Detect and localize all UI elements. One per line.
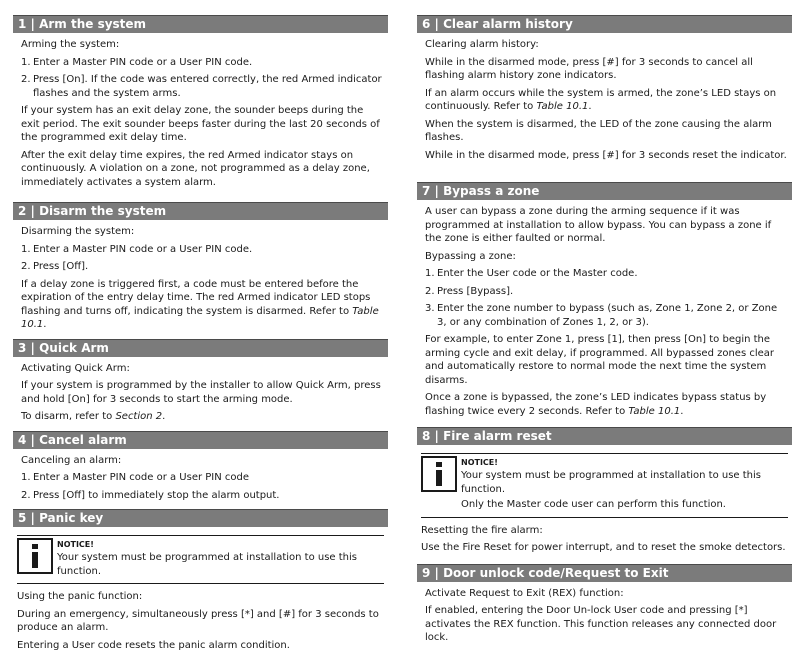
paragraph: While in the disarmed mode, press [#] for 3 seconds to cancel all flashing alarm history zone indicators. (425, 56, 753, 81)
paragraph-text: . (43, 319, 47, 330)
step-text: Enter a Master PIN code or a User PIN code (33, 472, 250, 483)
step-item (425, 285, 788, 299)
paragraph: When the system is disarmed, the LED of the zone causing the alarm flashes. (425, 118, 772, 143)
paragraph (425, 87, 788, 114)
step-number: 1. (21, 243, 31, 255)
step-number: 2. (21, 261, 31, 272)
section-heading: 5 | Panic key (13, 509, 388, 527)
paragraph-text: . (588, 101, 592, 112)
step-text: Press [Off] to immediately stop the alarm output. (33, 489, 280, 501)
step-text: Enter the zone number to bypass (such as, Zone 1, Zone 2, or Zone 3, or any combination of Zones 1, 2, or 3). (437, 303, 778, 328)
notice-title: NOTICE! (57, 540, 94, 549)
step-number: 2. (21, 489, 31, 501)
step-number: 1. (21, 56, 31, 68)
table-reference-link[interactable]: Table 10.1 (536, 101, 589, 112)
step-number: 2. (425, 285, 435, 297)
notice-box (17, 535, 384, 584)
step-text: Press [Bypass]. (437, 285, 514, 297)
paragraph-text: If an alarm occurs while the system is armed, the zone’s LED stays on continuously. Refer to (425, 87, 777, 112)
section-heading: 3 | Quick Arm (13, 339, 388, 357)
right-column (417, 15, 792, 649)
step-item (21, 489, 384, 503)
section-cancel-alarm (13, 431, 388, 503)
paragraph-text: If a delay zone is triggered first, a code must be entered before the expiration of the entry delay time. The red Armed indicator LED stops flashing and turns off, indicating the system is disarmed. Refer to (21, 278, 371, 317)
step-number: 1. (21, 472, 31, 483)
section-reference-link[interactable]: Section 2 (115, 411, 163, 422)
section-arm-system (13, 15, 388, 189)
section-heading: 2 | Disarm the system (13, 202, 388, 220)
step-text: Enter a Master PIN code or a User PIN code. (33, 243, 253, 255)
step-item (425, 267, 788, 281)
section-intro: Clearing alarm history: (425, 39, 539, 50)
step-text: Press [Off]. (33, 261, 89, 272)
section-disarm-system (13, 202, 388, 332)
paragraph: Entering a User code resets the panic alarm condition. (17, 639, 290, 651)
paragraph (425, 391, 788, 418)
step-item (21, 73, 384, 100)
notice-box (421, 453, 788, 518)
section-intro: Activating Quick Arm: (21, 362, 130, 374)
step-number: 2. (21, 74, 31, 85)
section-bypass-zone (417, 182, 792, 418)
notice-text: Your system must be programmed at installation to use this function. (461, 470, 761, 495)
paragraph: After the exit delay time expires, the red Armed indicator stays on continuously. A violation on a zone, not programmed as a delay zone, immediately activates a system alarm. (21, 149, 370, 188)
section-quick-arm (13, 339, 388, 424)
section-heading: 1 | Arm the system (13, 15, 388, 33)
paragraph: If your system is programmed by the installer to allow Quick Arm, press and hold [On] for 3 seconds to start the arming mode. (21, 380, 381, 405)
paragraph: If enabled, entering the Door Un-lock User code and pressing [*] activates the REX function. This function releases any connected door lock. (425, 605, 777, 643)
step-text: Press [On]. If the code was entered correctly, the red Armed indicator flashes and the system arms. (33, 74, 382, 99)
section-panic-key (13, 509, 388, 652)
paragraph-text: . (680, 405, 684, 417)
step-text: Enter a Master PIN code or a User PIN code. (33, 56, 253, 68)
notice-title: NOTICE! (461, 458, 498, 467)
paragraph: While in the disarmed mode, press [#] for 3 seconds reset the indicator. (425, 149, 787, 161)
section-heading: 8 | Fire alarm reset (417, 427, 792, 445)
paragraph: During an emergency, simultaneously press [*] and [#] for 3 seconds to produce an alarm. (17, 608, 379, 633)
section-heading: 9 | Door unlock code/Request to Exit (417, 564, 792, 582)
section-intro: Disarming the system: (21, 226, 135, 237)
paragraph: Use the Fire Reset for power interrupt, and to reset the smoke detectors. (421, 542, 786, 553)
step-item (21, 471, 384, 485)
section-intro: Resetting the fire alarm: (421, 524, 543, 536)
step-item (21, 56, 384, 70)
paragraph: If your system has an exit delay zone, the sounder beeps during the exit period. The exit sounder beeps faster during the last 20 seconds of the programmed exit delay time. (21, 105, 380, 143)
step-item (425, 302, 788, 329)
step-number: 1. (425, 268, 435, 279)
notice-text: Only the Master code user can perform this function. (461, 499, 726, 510)
paragraph: A user can bypass a zone during the arming sequence if it was programmed at installation to allow bypass. You can bypass a zone if the zone is either faulted or normal. (425, 206, 772, 244)
step-number: 3. (425, 303, 435, 314)
info-icon (421, 456, 457, 492)
step-text: Enter the User code or the Master code. (437, 268, 638, 279)
paragraph-text: Once a zone is bypassed, the zone’s LED indicates bypass status by flashing twice every 2 seconds. Refer to (425, 392, 767, 417)
step-item (21, 243, 384, 257)
step-item (21, 260, 384, 274)
section-intro: Bypassing a zone: (425, 250, 516, 262)
notice-text: Your system must be programmed at installation to use this function. (57, 552, 357, 577)
left-column (13, 15, 388, 656)
paragraph: For example, to enter Zone 1, press [1], then press [On] to begin the arming cycle and exit delay, if programmed. All bypassed zones clear and automatically restore to normal mode the next time the system disarms. (425, 334, 775, 386)
paragraph (21, 278, 384, 332)
section-intro: Arming the system: (21, 39, 120, 50)
info-icon (17, 538, 53, 574)
section-heading: 6 | Clear alarm history (417, 15, 792, 33)
section-fire-alarm-reset (417, 427, 792, 555)
section-intro: Canceling an alarm: (21, 454, 122, 466)
section-door-unlock (417, 564, 792, 645)
section-intro: Using the panic function: (17, 591, 143, 602)
paragraph-text: . (162, 411, 166, 422)
section-intro: Activate Request to Exit (REX) function: (425, 587, 624, 599)
section-heading: 4 | Cancel alarm (13, 431, 388, 449)
paragraph (21, 410, 384, 424)
paragraph-text: To disarm, refer to (21, 411, 116, 422)
table-reference-link[interactable]: Table 10.1 (21, 305, 379, 330)
section-heading: 7 | Bypass a zone (417, 182, 792, 200)
section-clear-alarm-history (417, 15, 792, 162)
table-reference-link[interactable]: Table 10.1 (628, 405, 681, 417)
